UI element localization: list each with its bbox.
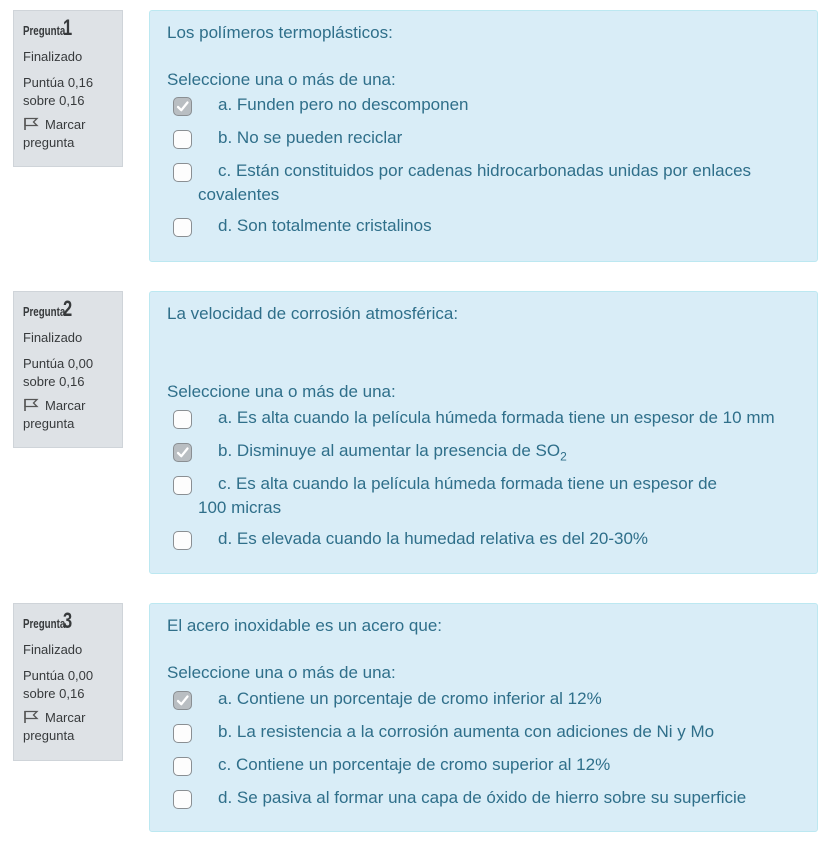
answer-prompt: Seleccione una o más de una: (167, 663, 396, 682)
question-number-value: 3 (63, 608, 73, 633)
question-number-value: 2 (63, 296, 73, 321)
flag-question-link[interactable] (23, 397, 113, 433)
answer-checkbox[interactable] (173, 410, 192, 429)
answer-label: a. Es alta cuando la película húmeda formada tiene un espesor de 10 mm (218, 408, 775, 427)
question-content-2 (149, 291, 818, 574)
question-content-3 (149, 603, 818, 832)
answer-checkbox[interactable] (173, 163, 192, 182)
question-content-1 (149, 10, 818, 262)
answer-label: d. Son totalmente cristalinos (218, 216, 432, 235)
answer-label: c. Contiene un porcentaje de cromo superior al 12% (218, 755, 611, 774)
answer-checkbox[interactable] (173, 97, 192, 116)
question-text: Los polímeros termoplásticos: (167, 23, 393, 42)
question-number (23, 608, 113, 633)
answer-checkbox[interactable] (173, 130, 192, 149)
question-text: La velocidad de corrosión atmosférica: (167, 304, 459, 323)
answer-label: b. No se pueden reciclar (218, 128, 403, 147)
question-info-1 (13, 10, 123, 167)
answer-label: c. Es alta cuando la película húmeda formada tiene un espesor de 100 micras (198, 474, 718, 517)
answer-checkbox[interactable] (173, 476, 192, 495)
answer-checkbox[interactable] (173, 218, 192, 237)
question-info-3 (13, 603, 123, 761)
question-state: Finalizado (23, 642, 83, 657)
answer-checkbox[interactable] (173, 724, 192, 743)
question-label: Pregunta (23, 305, 66, 319)
flag-icon (23, 710, 39, 724)
answer-checkbox[interactable] (173, 757, 192, 776)
answer-checkbox[interactable] (173, 531, 192, 550)
question-info-2 (13, 291, 123, 448)
answer-label: a. Contiene un porcentaje de cromo inferior al 12% (218, 689, 602, 708)
flag-label: Marcar pregunta (23, 398, 86, 431)
question-label: Pregunta (23, 24, 66, 38)
answer-label: d. Se pasiva al formar una capa de óxido de hierro sobre su superficie (218, 788, 747, 807)
flag-icon (23, 117, 39, 131)
answer-checkbox[interactable] (173, 790, 192, 809)
answer-checkbox[interactable] (173, 691, 192, 710)
checkmark-icon (175, 99, 190, 114)
answer-label: c. Están constituidos por cadenas hidrocarbonadas unidas por enlaces covalentes (198, 161, 752, 204)
flag-label: Marcar pregunta (23, 117, 86, 150)
question-state: Finalizado (23, 49, 83, 64)
question-grade: Puntúa 0,00 sobre 0,16 (23, 356, 94, 389)
subscript: 2 (560, 449, 567, 464)
answer-label: b. La resistencia a la corrosión aumenta con adiciones de Ni y Mo (218, 722, 715, 741)
answer-checkbox[interactable] (173, 443, 192, 462)
flag-icon (23, 398, 39, 412)
flag-question-link[interactable] (23, 116, 113, 152)
question-number (23, 296, 113, 321)
answer-label: b. Disminuye al aumentar la presencia de $SO_2$ (218, 441, 567, 464)
answer-prompt: Seleccione una o más de una: (167, 70, 396, 89)
question-state: Finalizado (23, 330, 83, 345)
flag-label: Marcar pregunta (23, 710, 86, 743)
question-grade: Puntúa 0,16 sobre 0,16 (23, 75, 94, 108)
checkmark-icon (175, 445, 190, 460)
flag-question-link[interactable] (23, 709, 113, 745)
checkmark-icon (175, 693, 190, 708)
question-text: El acero inoxidable es un acero que: (167, 616, 443, 635)
question-number-value: 1 (63, 15, 73, 40)
answer-label: a. Funden pero no descomponen (218, 95, 469, 114)
question-number (23, 15, 113, 40)
answer-prompt: Seleccione una o más de una: (167, 382, 396, 401)
question-grade: Puntúa 0,00 sobre 0,16 (23, 668, 94, 701)
question-label: Pregunta (23, 617, 66, 631)
answer-label: d. Es elevada cuando la humedad relativa es del 20-30% (218, 529, 649, 548)
